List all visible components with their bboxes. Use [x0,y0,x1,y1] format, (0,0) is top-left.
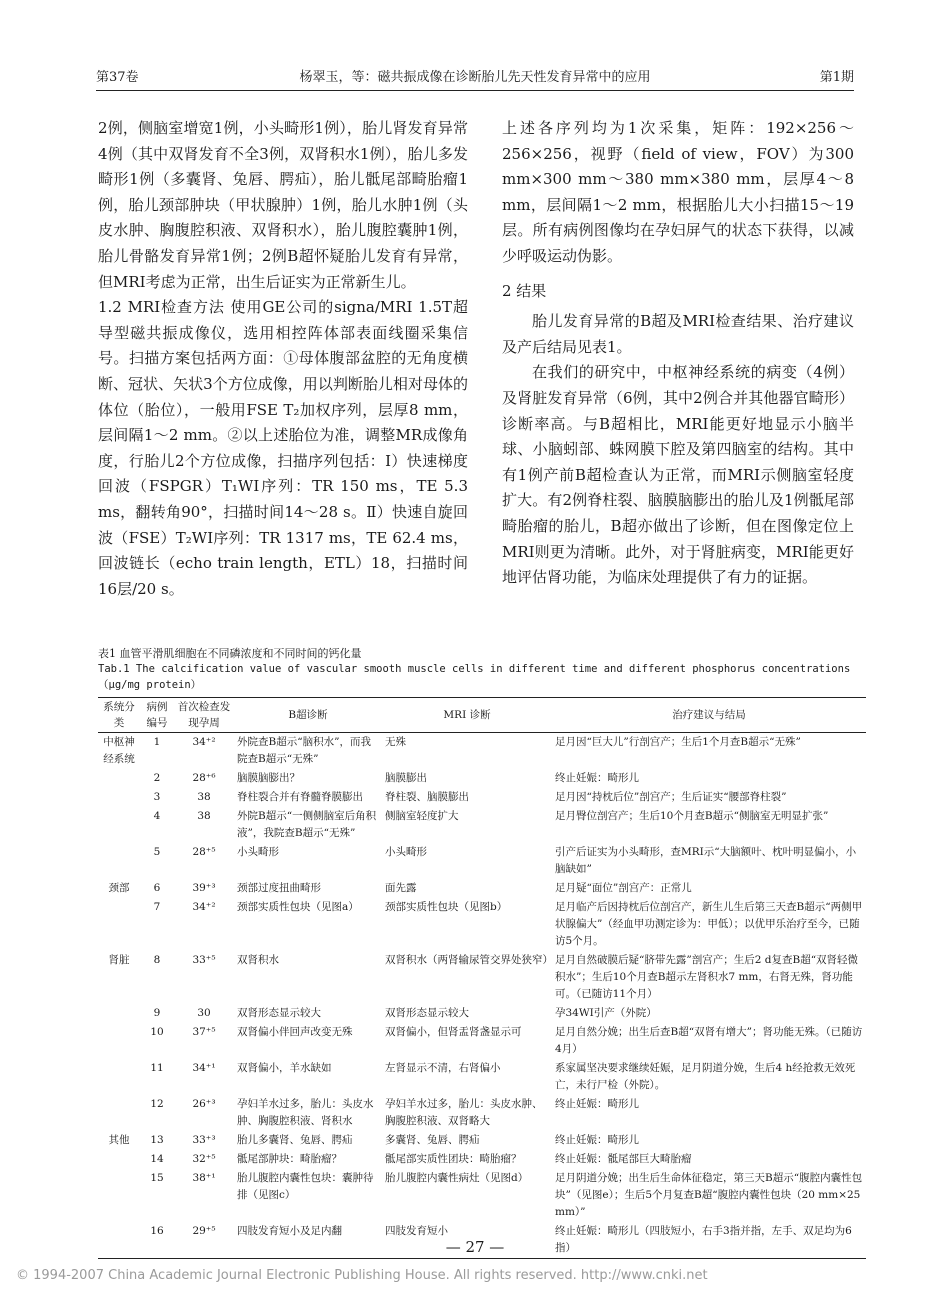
col-header-ultrasound-diagnosis: B超诊断 [288,709,328,721]
cell-ultrasound-diagnosis: 胎儿腹腔内囊性包块：囊肿待排（见图c） [237,1172,374,1201]
cell-mri-diagnosis: 侧脑室轻度扩大 [385,810,459,822]
page-number: — 27 — [445,1238,505,1256]
cell-case-no: 6 [153,882,161,894]
cell-mri-diagnosis: 小头畸形 [385,846,427,858]
col-header-system: 系统分类 [103,701,135,729]
cell-system [98,898,140,951]
table-row [98,769,866,788]
cell-case-no: 9 [153,1007,161,1019]
cell-gestation-week: 38 [197,791,211,803]
cell-ultrasound-diagnosis: 脑膜脑膨出？ [237,772,300,784]
cell-mri-diagnosis: 双肾偏小，但肾盂肾盏显示可 [385,1026,522,1038]
cell-treatment-outcome: 足月自然破膜后疑“脐带先露”剖宫产；生后2 d复查B超“双肾轻微积水”；生后10个月查B超示左肾积水7 mm，右肾无殊，肾功能可。（已随访11个月） [555,954,859,1000]
table-row [98,1004,866,1023]
table-row [98,733,866,770]
cell-case-no: 15 [150,1172,164,1184]
cell-ultrasound-diagnosis: 脊柱裂合并有脊髓脊膜膨出 [237,791,363,803]
cell-case-no: 16 [150,1225,164,1237]
results-table [98,697,866,1259]
cell-system [98,788,140,807]
cell-treatment-outcome: 终止妊娠：畸形儿（四肢短小，右手3指并指，左手、双足均为6指） [555,1225,852,1254]
cell-mri-diagnosis: 颈部实质性包块（见图b） [385,901,508,913]
left-paragraph-mri-method: 1.2 MRI检查方法 使用GE公司的signa/MRI 1.5T超导型磁共振成像仪，选用相控阵体部表面线圈采集信号。扫描方案包括两方面：①母体腹部盆腔的无角度横断、冠状、矢状3个方位成像，用以判断胎儿相对母体的体位（胎位），一般用FSE T₂加权序列，层厚8 mm，层间隔1～2 mm。②以上述胎位为准，调整MR成像角度，行胎儿2个方位成像，扫描序列包括：Ⅰ）快速梯度回波（FSPGR）T₁WI序列：TR 150 ms，TE 5.3 ms，翻转角90°，扫描时间14～28 s。Ⅱ）快速自旋回波（FSE）T₂WI序列：TR 1317 ms，TE 62.4 ms，回波链长（echo train length，ETL）18，扫描时间16层/20 s。 [98,298,468,598]
cell-mri-diagnosis: 双肾积水（两肾输尿管交界处狭窄） [385,954,553,966]
right-paragraph-sequences: 上述各序列均为1次采集，矩阵：192×256～256×256，视野（field of view，FOV）为300 mm×300 mm～380 mm×380 mm，层厚4～8 mm，层间隔1～2 mm，根据胎儿大小扫描15～19层。所有病例图像均在孕妇屏气的状态下获得，以减少呼吸运动伪影。 [502,119,854,265]
table-row [98,843,866,879]
cell-system [98,1169,140,1222]
table-row [98,1169,866,1222]
table-row [98,1095,866,1131]
cell-gestation-week: 37⁺⁵ [192,1026,216,1038]
cell-mri-diagnosis: 脑膜膨出 [385,772,427,784]
col-header-mri-diagnosis: MRI 诊断 [443,709,491,721]
cell-case-no: 4 [153,810,161,822]
table-header-row [98,698,866,733]
table-row [98,1023,866,1059]
table-row [98,898,866,951]
table-caption-en: Tab.1 The calcification value of vascular smooth muscle cells in different time and different phosphorus concentrations（μg/mg protein） [98,663,851,691]
cell-system: 中枢神经系统 [103,736,135,765]
cell-treatment-outcome: 足月疑“面位”剖宫产：正常儿 [555,882,692,894]
cell-gestation-week: 34⁺¹ [192,1062,216,1074]
cell-treatment-outcome: 终止妊娠：畸形儿 [555,1134,639,1146]
cell-gestation-week: 33⁺⁵ [192,954,216,966]
cell-mri-diagnosis: 多囊肾、兔唇、腭疝 [385,1134,480,1146]
cell-treatment-outcome: 引产后证实为小头畸形，查MRI示“大脑额叶、枕叶明显偏小，小脑缺如” [555,846,857,875]
left-column [98,116,468,602]
cell-treatment-outcome: 足月阴道分娩；出生后生命体征稳定，第三天B超示“腹腔内囊性包块”（见图e）；生后5个月复查B超“腹腔内囊性包块（20 mm×25 mm）” [555,1172,863,1218]
cell-system [98,1095,140,1131]
article-running-title: 杨翠玉，等：磁共振成像在诊断胎儿先天性发育异常中的应用 [299,70,651,85]
cell-gestation-week: 34⁺² [192,736,216,748]
cell-system [98,1150,140,1169]
cell-mri-diagnosis: 胎儿腹腔内囊性病灶（见图d） [385,1172,529,1184]
cell-mri-diagnosis: 孕妇羊水过多，胎儿：头皮水肿、胸腹腔积液、双肾略大 [385,1098,543,1127]
section-heading-results: 2 结果 [502,281,547,300]
table-caption-cn: 表1 血管平滑肌细胞在不同磷浓度和不同时间的钙化量 [98,647,362,660]
cell-treatment-outcome: 终止妊娠：畸形儿 [555,772,639,784]
table-row [98,951,866,1004]
col-header-gestation-week: 首次检查发现孕周 [177,701,231,729]
cell-gestation-week: 39⁺³ [192,882,216,894]
col-header-treatment-outcome: 治疗建议与结局 [672,709,746,721]
cell-ultrasound-diagnosis: 外院B超示“一侧侧脑室后角积液”，我院查B超示“无殊” [237,810,377,839]
cell-treatment-outcome: 足月临产后因持枕后位剖宫产，新生儿生后第三天查B超示“两侧甲状腺偏大”（经血甲功测定诊为：甲低）；以优甲乐治疗至今，已随访5个月。 [555,901,863,947]
cell-ultrasound-diagnosis: 颈部实质性包块（见图a） [237,901,359,913]
cell-case-no: 7 [153,901,161,913]
cell-case-no: 1 [153,736,161,748]
cell-gestation-week: 32⁺⁵ [192,1153,216,1165]
cell-gestation-week: 26⁺³ [192,1098,216,1110]
table-row [98,788,866,807]
cell-ultrasound-diagnosis: 双肾偏小，羊水缺如 [237,1062,332,1074]
cell-system: 其他 [108,1134,130,1146]
header-rule [96,90,854,91]
cell-gestation-week: 30 [197,1007,211,1019]
cell-case-no: 11 [150,1062,164,1074]
cell-ultrasound-diagnosis: 双肾形态显示较大 [237,1007,321,1019]
cell-treatment-outcome: 足月因“持枕后位”剖宫产；生后证实“腰部脊柱裂” [555,791,787,803]
cell-system [98,1004,140,1023]
right-paragraph-discussion: 在我们的研究中，中枢神经系统的病变（4例）及肾脏发育异常（6例，其中2例合并其他器官畸形）诊断率高。与B超相比，MRI能更好地显示小脑半球、小脑蚓部、蛛网膜下腔及第四脑室的结构。其中有1例产前B超检查认为正常，而MRI示侧脑室轻度扩大。有2例脊柱裂、脑膜脑膨出的胎儿及1例骶尾部畸胎瘤的胎儿，B超亦做出了诊断，但在图像定位上MRI则更为清晰。此外，对于肾脏病变，MRI能更好地评估肾功能，为临床处理提供了有力的证据。 [502,363,854,587]
cell-case-no: 3 [153,791,161,803]
cell-system [98,1023,140,1059]
cell-treatment-outcome: 孕34WI引产（外院） [555,1007,657,1019]
cell-case-no: 8 [153,954,161,966]
cell-gestation-week: 33⁺³ [192,1134,216,1146]
cell-system: 颈部 [108,882,130,894]
table-caption [98,646,858,693]
cell-system: 肾脏 [108,954,130,966]
cell-ultrasound-diagnosis: 四肢发育短小及足内翻 [237,1225,342,1237]
cell-gestation-week: 38⁺¹ [192,1172,216,1184]
cell-case-no: 10 [150,1026,164,1038]
cell-ultrasound-diagnosis: 双肾偏小伴回声改变无殊 [237,1026,353,1038]
cell-mri-diagnosis: 脊柱裂、脑膜膨出 [385,791,469,803]
issue-label: 第1期 [819,70,854,85]
right-column [502,116,854,591]
copyright-notice: © 1994-2007 China Academic Journal Electronic Publishing House. All rights reserved. http://www.cnki.net [16,1268,708,1283]
table-row [98,1131,866,1150]
cell-treatment-outcome: 系家属坚决要求继续妊娠，足月阴道分娩，生后4 h经抢救无效死亡，未行尸检（外院）。 [555,1062,856,1091]
cell-ultrasound-diagnosis: 双肾积水 [237,954,279,966]
cell-case-no: 12 [150,1098,164,1110]
cell-treatment-outcome: 足月臀位剖宫产；生后10个月查B超示“侧脑室无明显扩张” [555,810,829,822]
cell-gestation-week: 38 [197,810,211,822]
cell-gestation-week: 28⁺⁶ [192,772,216,784]
cell-gestation-week: 28⁺⁵ [192,846,216,858]
cell-gestation-week: 34⁺² [192,901,216,913]
cell-system [98,807,140,843]
col-header-case-no: 病例编号 [146,701,168,729]
cell-treatment-outcome: 终止妊娠：骶尾部巨大畸胎瘤 [555,1153,692,1165]
table-row [98,1059,866,1095]
table-row [98,1150,866,1169]
cell-mri-diagnosis: 左肾显示不清，右肾偏小 [385,1062,501,1074]
running-header [96,66,854,88]
left-paragraph-cases: 2例，侧脑室增宽1例，小头畸形1例），胎儿肾发育异常4例（其中双肾发育不全3例，双肾积水1例），胎儿多发畸形1例（多囊肾、兔唇、腭疝），胎儿骶尾部畸胎瘤1例，胎儿颈部肿块（甲状腺肿）1例，胎儿水肿1例（头皮水肿、胸腹腔积液、双肾积水），胎儿腹腔囊肿1例，胎儿骨骼发育异常1例；2例B超怀疑胎儿发育有异常，但MRI考虑为正常，出生后证实为正常新生儿。 [98,119,468,291]
cell-system [98,1059,140,1095]
cell-ultrasound-diagnosis: 小头畸形 [237,846,279,858]
table-row [98,879,866,898]
cell-mri-diagnosis: 双肾形态显示较大 [385,1007,469,1019]
cell-ultrasound-diagnosis: 骶尾部肿块：畸胎瘤？ [237,1153,342,1165]
cell-treatment-outcome: 足月因“巨大儿”行剖宫产；生后1个月查B超示“无殊” [555,736,801,748]
cell-case-no: 2 [153,772,161,784]
right-paragraph-results-intro: 胎儿发育异常的B超及MRI检查结果、治疗建议及产后结局见表1。 [502,312,854,356]
cell-treatment-outcome: 足月自然分娩；出生后查B超“双肾有增大”；肾功能无殊。（已随访4月） [555,1026,863,1055]
cell-ultrasound-diagnosis: 颈部过度扭曲畸形 [237,882,321,894]
cell-ultrasound-diagnosis: 胎儿多囊肾、兔唇、腭疝 [237,1134,353,1146]
cell-case-no: 13 [150,1134,164,1146]
cell-treatment-outcome: 终止妊娠：畸形儿 [555,1098,639,1110]
cell-mri-diagnosis: 面先露 [385,882,417,894]
cell-mri-diagnosis: 四肢发育短小 [385,1225,448,1237]
cell-mri-diagnosis: 骶尾部实质性团块：畸胎瘤？ [385,1153,522,1165]
cell-gestation-week: 29⁺⁵ [192,1225,216,1237]
cell-mri-diagnosis: 无殊 [385,736,406,748]
cell-system [98,769,140,788]
cell-case-no: 14 [150,1153,164,1165]
table-row [98,807,866,843]
volume-label: 第37卷 [96,70,139,85]
cell-system [98,843,140,879]
cell-ultrasound-diagnosis: 孕妇羊水过多，胎儿：头皮水肿、胸腹腔积液、肾积水 [237,1098,374,1127]
cell-case-no: 5 [153,846,161,858]
cell-ultrasound-diagnosis: 外院查B超示“脑积水”，而我院查B超示“无殊” [237,736,371,765]
